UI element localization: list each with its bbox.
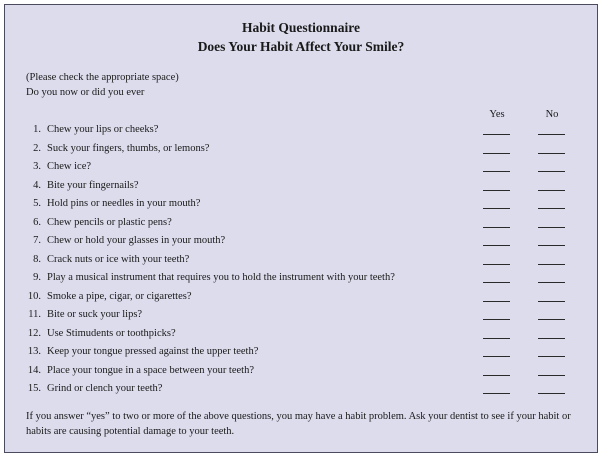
question-text: Chew pencils or plastic pens? (47, 216, 172, 228)
question-text: Suck your fingers, thumbs, or lemons? (47, 142, 210, 154)
no-blank[interactable] (538, 190, 565, 191)
no-blank[interactable] (538, 227, 565, 228)
question-row (5, 214, 597, 233)
question-text: Crack nuts or ice with your teeth? (47, 253, 190, 265)
yes-blank[interactable] (483, 338, 510, 339)
question-row (5, 251, 597, 270)
no-blank[interactable] (538, 338, 565, 339)
question-number: 1. (33, 124, 41, 135)
no-blank[interactable] (538, 282, 565, 283)
question-list (5, 121, 597, 399)
question-number: 5. (33, 198, 41, 209)
yes-blank[interactable] (483, 134, 510, 135)
footer-note: If you answer “yes” to two or more of the above questions, you may have a habit problem. Ask your dentist to see if your habit or habits are causing potential damage to your teeth. (26, 411, 571, 437)
column-header-yes: Yes (489, 109, 505, 120)
page-subtitle: Does Your Habit Affect Your Smile? (197, 39, 405, 54)
question-number: 2. (33, 142, 41, 154)
question-text: Use Stimudents or toothpicks? (47, 327, 176, 339)
question-text: Chew or hold your glasses in your mouth? (47, 235, 226, 246)
yes-blank[interactable] (483, 245, 510, 246)
question-number: 10. (27, 290, 41, 302)
no-blank[interactable] (538, 153, 565, 154)
no-blank[interactable] (538, 301, 565, 302)
question-text: Bite your fingernails? (47, 179, 139, 191)
instruction-line: (Please check the appropriate space) (26, 72, 179, 83)
question-row (5, 232, 597, 251)
question-row (5, 177, 597, 196)
yes-blank[interactable] (483, 301, 510, 302)
question-number: 7. (33, 235, 41, 246)
no-blank[interactable] (538, 264, 565, 265)
question-text: Grind or clench your teeth? (47, 383, 163, 394)
no-blank[interactable] (538, 393, 565, 394)
question-text: Play a musical instrument that requires you to hold the instrument with your teeth? (47, 272, 395, 283)
question-row (5, 306, 597, 325)
question-number: 14. (27, 364, 41, 376)
no-blank[interactable] (538, 245, 565, 246)
question-number: 4. (33, 179, 41, 191)
question-text: Hold pins or needles in your mouth? (47, 198, 201, 209)
question-text: Smoke a pipe, cigar, or cigarettes? (47, 290, 192, 302)
yes-blank[interactable] (483, 227, 510, 228)
question-row (5, 325, 597, 344)
no-blank[interactable] (538, 171, 565, 172)
no-blank[interactable] (538, 208, 565, 209)
question-row (5, 343, 597, 362)
question-number: 6. (33, 216, 41, 228)
no-blank[interactable] (538, 134, 565, 135)
question-text: Keep your tongue pressed against the upper teeth? (47, 346, 259, 357)
yes-blank[interactable] (483, 393, 510, 394)
yes-blank[interactable] (483, 282, 510, 283)
question-number: 3. (33, 161, 41, 172)
question-row (5, 121, 597, 140)
yes-blank[interactable] (483, 375, 510, 376)
question-text: Chew your lips or cheeks? (47, 124, 159, 135)
question-text: Chew ice? (47, 161, 92, 172)
no-blank[interactable] (538, 319, 565, 320)
question-text: Place your tongue in a space between your teeth? (47, 364, 255, 376)
question-row (5, 380, 597, 399)
instruction-line: Do you now or did you ever (26, 87, 145, 98)
yes-blank[interactable] (483, 319, 510, 320)
question-row (5, 269, 597, 288)
question-number: 9. (33, 272, 41, 283)
column-header-no: No (545, 109, 559, 120)
question-number: 12. (27, 327, 41, 339)
yes-blank[interactable] (483, 171, 510, 172)
question-row (5, 362, 597, 381)
question-row (5, 195, 597, 214)
question-row (5, 140, 597, 159)
page-title: Habit Questionnaire (242, 20, 360, 35)
yes-blank[interactable] (483, 264, 510, 265)
questionnaire-card (4, 4, 598, 453)
question-row (5, 158, 597, 177)
question-number: 11. (28, 309, 41, 320)
yes-blank[interactable] (483, 153, 510, 154)
question-number: 13. (27, 346, 41, 357)
question-number: 8. (33, 253, 41, 265)
yes-blank[interactable] (483, 356, 510, 357)
no-blank[interactable] (538, 356, 565, 357)
no-blank[interactable] (538, 375, 565, 376)
yes-blank[interactable] (483, 208, 510, 209)
question-row (5, 288, 597, 307)
question-text: Bite or suck your lips? (47, 309, 143, 320)
question-number: 15. (27, 383, 41, 394)
yes-blank[interactable] (483, 190, 510, 191)
